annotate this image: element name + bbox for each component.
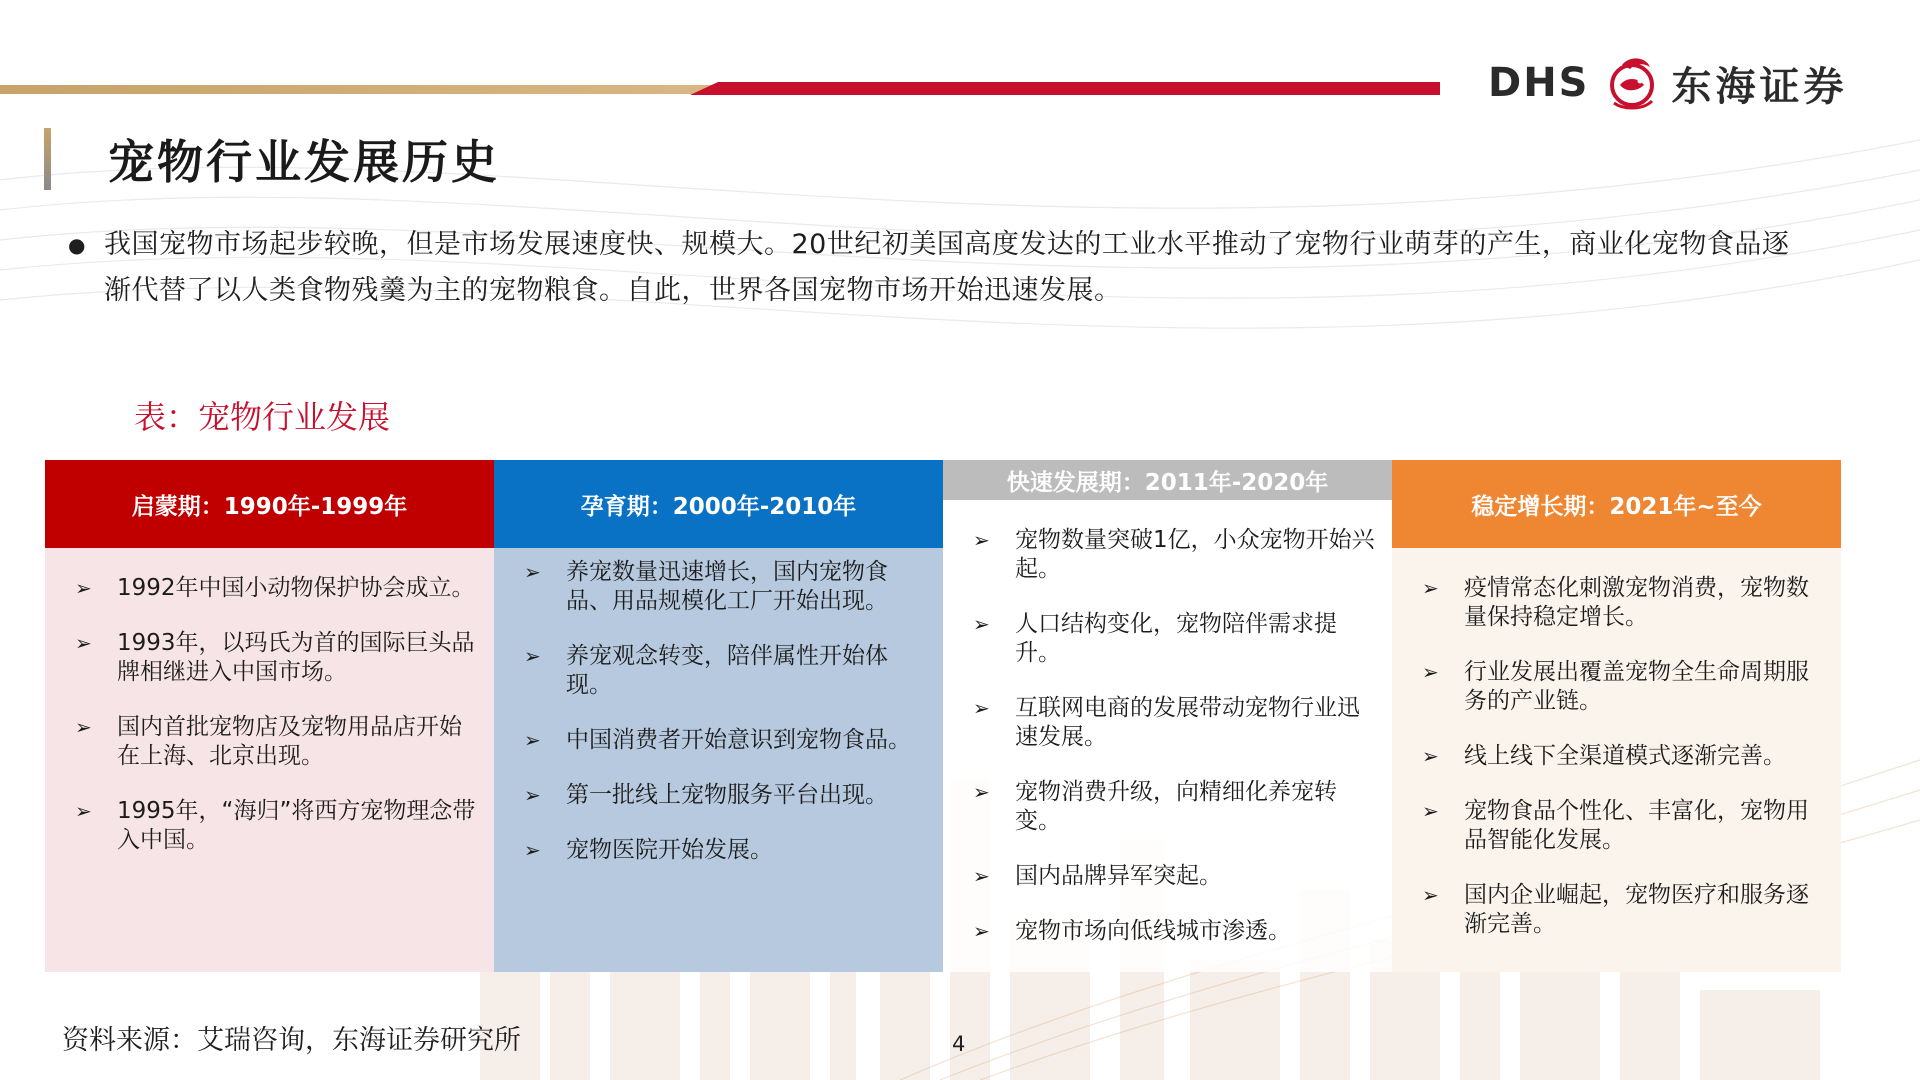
phase-column-4 <box>1392 460 1841 972</box>
list-item: ➢ 国内首批宠物店及宠物用品店开始在上海、北京出现。 <box>71 713 482 771</box>
logo-chinese-name: 东海证券 <box>1671 62 1848 110</box>
list-item: ➢ 国内品牌异军突起。 <box>969 862 1380 891</box>
arrow-bullet-icon: ➢ <box>973 612 990 636</box>
list-item: ➢ 宠物消费升级，向精细化养宠转变。 <box>969 778 1380 836</box>
title-accent-bar <box>44 128 51 190</box>
arrow-bullet-icon: ➢ <box>973 528 990 552</box>
list-item: ➢ 宠物食品个性化、丰富化，宠物用品智能化发展。 <box>1418 797 1829 855</box>
phase-header: 快速发展期：2011年-2020年 <box>943 460 1392 500</box>
arrow-bullet-icon: ➢ <box>75 631 92 655</box>
arrow-bullet-icon: ➢ <box>524 838 541 862</box>
page-title: 宠物行业发展历史 <box>108 135 500 189</box>
company-logo <box>1488 48 1868 118</box>
list-item: ➢ 宠物医院开始发展。 <box>520 836 931 865</box>
list-item: ➢ 中国消费者开始意识到宠物食品。 <box>520 726 931 755</box>
list-item: ➢ 人口结构变化，宠物陪伴需求提升。 <box>969 610 1380 668</box>
arrow-bullet-icon: ➢ <box>973 780 990 804</box>
arrow-bullet-icon: ➢ <box>524 644 541 668</box>
list-item: ➢ 行业发展出覆盖宠物全生命周期服务的产业链。 <box>1418 658 1829 716</box>
arrow-bullet-icon: ➢ <box>524 560 541 584</box>
arrow-bullet-icon: ➢ <box>1422 660 1439 684</box>
arrow-bullet-icon: ➢ <box>524 728 541 752</box>
list-item: ➢ 1995年，“海归”将西方宠物理念带入中国。 <box>71 797 482 855</box>
phase-header: 启蒙期：1990年-1999年 <box>45 460 494 548</box>
phase-body <box>45 548 494 972</box>
list-item: ➢ 第一批线上宠物服务平台出现。 <box>520 781 931 810</box>
list-item: ➢ 养宠观念转变，陪伴属性开始体现。 <box>520 642 931 700</box>
list-item: ➢ 线上线下全渠道模式逐渐完善。 <box>1418 742 1829 771</box>
arrow-bullet-icon: ➢ <box>1422 883 1439 907</box>
list-item: ➢ 1993年，以玛氏为首的国际巨头品牌相继进入中国市场。 <box>71 629 482 687</box>
table-caption: 表：宠物行业发展 <box>134 398 391 436</box>
arrow-bullet-icon: ➢ <box>973 864 990 888</box>
arrow-bullet-icon: ➢ <box>1422 744 1439 768</box>
list-item: ➢ 国内企业崛起，宠物医疗和服务逐渐完善。 <box>1418 881 1829 939</box>
arrow-bullet-icon: ➢ <box>1422 576 1439 600</box>
phase-body <box>494 548 943 972</box>
header-gold-band <box>0 85 720 94</box>
phase-body <box>1392 548 1841 972</box>
data-source-note: 资料来源：艾瑞咨询，东海证券研究所 <box>62 1025 521 1056</box>
header-red-band <box>690 82 1440 95</box>
phase-header: 孕育期：2000年-2010年 <box>494 460 943 548</box>
phase-column-2 <box>494 460 943 972</box>
list-item: ➢ 1992年中国小动物保护协会成立。 <box>71 574 482 603</box>
dragon-icon <box>1600 51 1664 115</box>
arrow-bullet-icon: ➢ <box>973 696 990 720</box>
bullet-icon: ● <box>68 233 86 257</box>
arrow-bullet-icon: ➢ <box>973 919 990 943</box>
arrow-bullet-icon: ➢ <box>75 715 92 739</box>
arrow-bullet-icon: ➢ <box>1422 799 1439 823</box>
phase-column-1 <box>45 460 494 972</box>
phase-header: 稳定增长期：2021年~至今 <box>1392 460 1841 548</box>
list-item: ➢ 养宠数量迅速增长，国内宠物食品、用品规模化工厂开始出现。 <box>520 558 931 616</box>
intro-text: 我国宠物市场起步较晚，但是市场发展速度快、规模大。20世纪初美国高度发达的工业水平推动了宠物行业萌芽的产生，商业化宠物食品逐渐代替了以人类食物残羹为主的宠物粮食。自此，世界各国宠物市场开始迅速发展。 <box>104 229 1790 306</box>
list-item: ➢ 宠物市场向低线城市渗透。 <box>969 917 1380 946</box>
list-item: ➢ 宠物数量突破1亿，小众宠物开始兴起。 <box>969 526 1380 584</box>
arrow-bullet-icon: ➢ <box>75 799 92 823</box>
arrow-bullet-icon: ➢ <box>524 783 541 807</box>
phase-body <box>943 500 1392 972</box>
page-number: 4 <box>952 1032 966 1056</box>
intro-paragraph <box>68 222 1808 314</box>
logo-text: DHS <box>1488 60 1590 106</box>
list-item: ➢ 疫情常态化刺激宠物消费，宠物数量保持稳定增长。 <box>1418 574 1829 632</box>
list-item: ➢ 互联网电商的发展带动宠物行业迅速发展。 <box>969 694 1380 752</box>
phase-column-3 <box>943 460 1392 972</box>
arrow-bullet-icon: ➢ <box>75 576 92 600</box>
industry-timeline-table <box>45 460 1841 972</box>
